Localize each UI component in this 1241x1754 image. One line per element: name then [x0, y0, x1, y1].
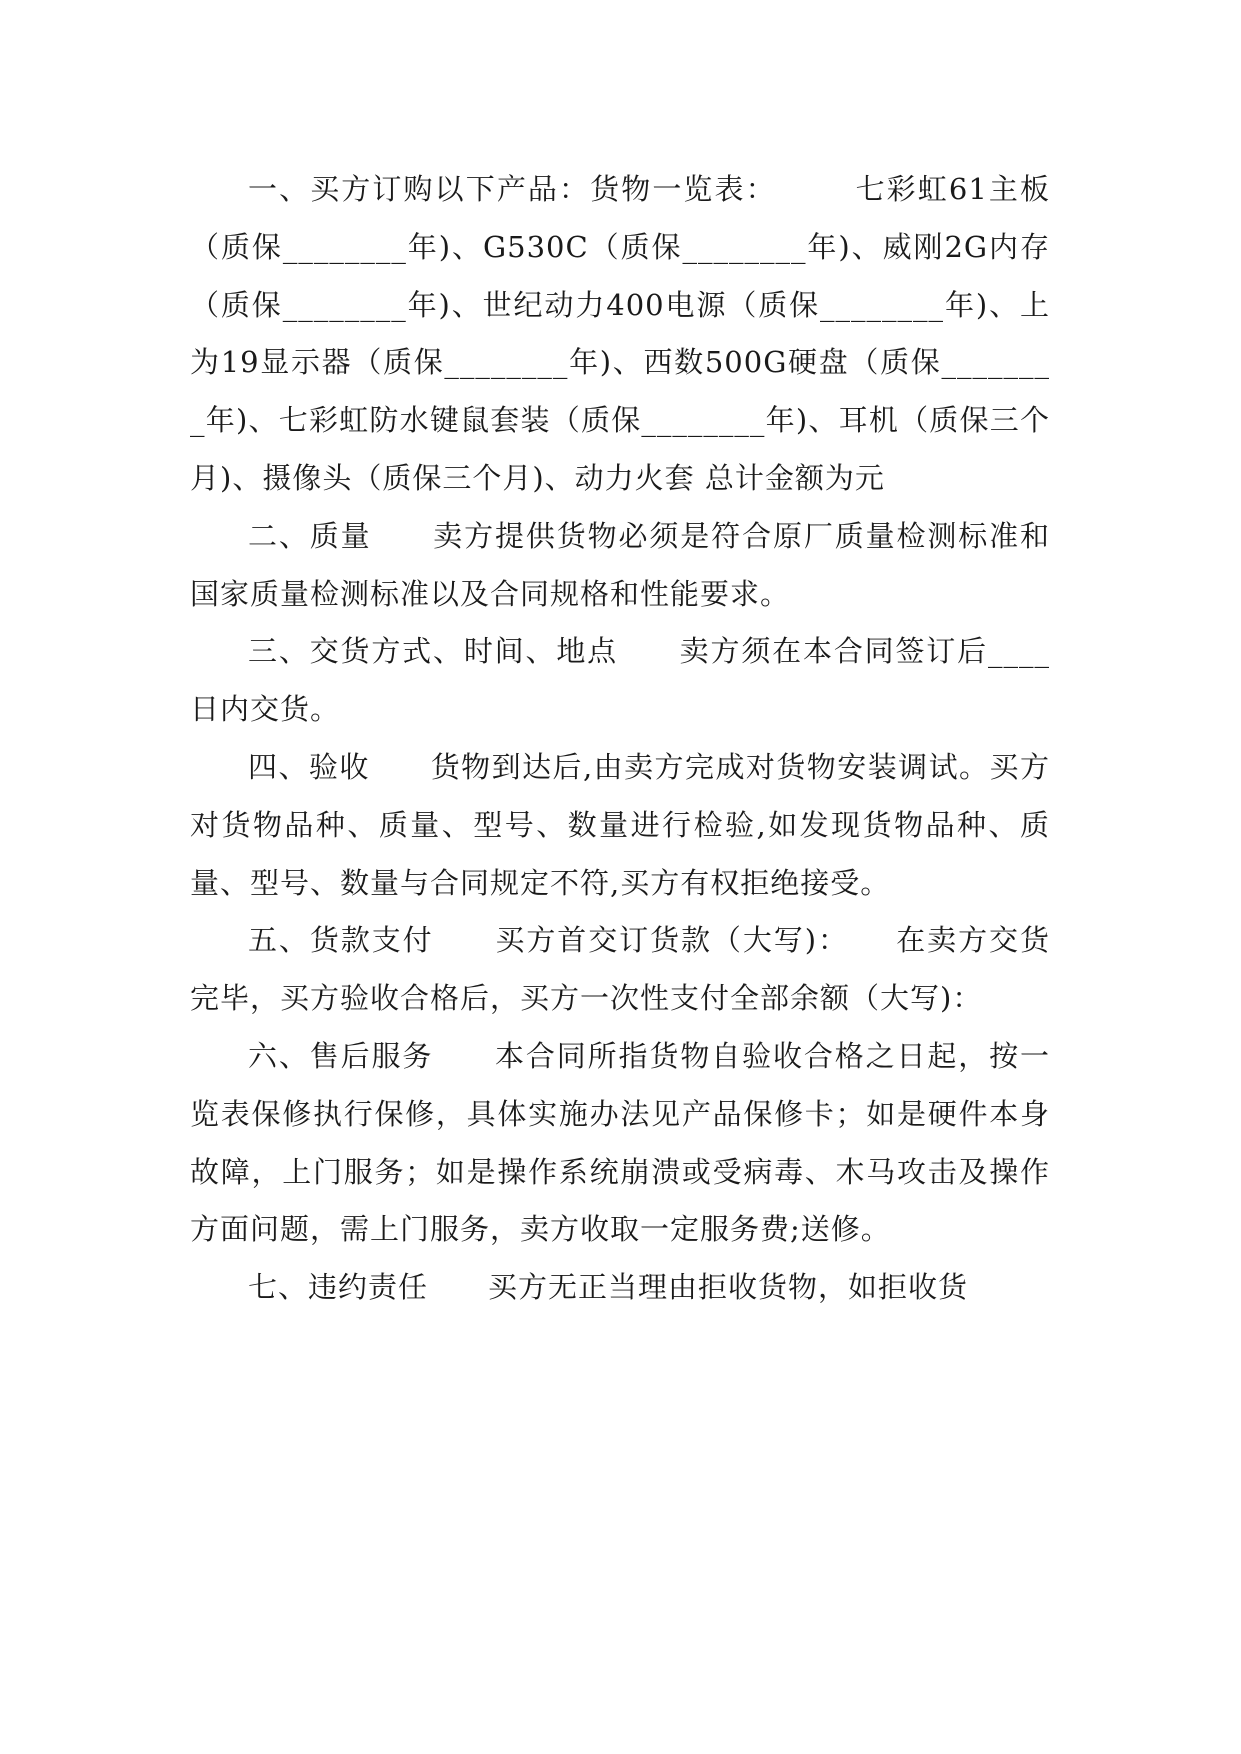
clause-2-text: 卖方提供货物必须是符合原厂质量检测标准和国家质量检测标准以及合同规格和性能要求。 [190, 518, 1050, 611]
clause-1 [190, 161, 1050, 508]
clause-4 [190, 739, 1050, 912]
clause-2 [190, 508, 1050, 624]
clause-5 [190, 912, 1050, 1028]
clause-3-heading: 三、交货方式、时间、地点 [248, 634, 618, 669]
clause-4-text: 货物到达后,由卖方完成对货物安装调试。买方对货物品种、质量、型号、数量进行检验,如发现货物品种、质量、型号、数量与合同规定不符,买方有权拒绝接受。 [190, 749, 1050, 900]
clause-1-heading: 一、买方订购以下产品：货物一览表： [248, 172, 763, 206]
clause-6 [190, 1028, 1050, 1259]
clause-2-heading: 二、质量 [248, 518, 372, 553]
clause-5-heading: 五、货款支付 [248, 923, 434, 958]
clause-4-heading: 四、验收 [248, 749, 370, 784]
clause-6-heading: 六、售后服务 [248, 1038, 434, 1073]
clause-7 [190, 1259, 1050, 1317]
clause-6-text: 本合同所指货物自验收合格之日起，按一览表保修执行保修，具体实施办法见产品保修卡；如是硬件本身故障，上门服务；如是操作系统崩溃或受病毒、木马攻击及操作方面问题，需上门服务，卖方收取一定服务费;送修。 [190, 1038, 1050, 1247]
document-body [190, 161, 1050, 1317]
clause-3 [190, 623, 1050, 739]
clause-3-text: 卖方须在本合同签订后____日内交货。 [190, 634, 1050, 727]
clause-5-text: 买方首交订货款（大写)： 在卖方交货完毕，买方验收合格后，买方一次性支付全部余额（大写)： [190, 923, 1050, 1016]
clause-1-text: 七彩虹61主板（质保________年)、G530C（质保________年)、威刚2G内存（质保________年)、世纪动力400电源（质保________年)、上为19显示器（质保________年)、西数500G硬盘（质保________年)、七彩虹防水键鼠套装（质保________年)、耳机（质保三个月)、摄像头（质保三个月)、动力火套 总计金额为元 [190, 172, 1050, 495]
clause-7-heading: 七、违约责任 [248, 1270, 429, 1305]
clause-7-text: 买方无正当理由拒收货物，如拒收货 [488, 1270, 969, 1305]
